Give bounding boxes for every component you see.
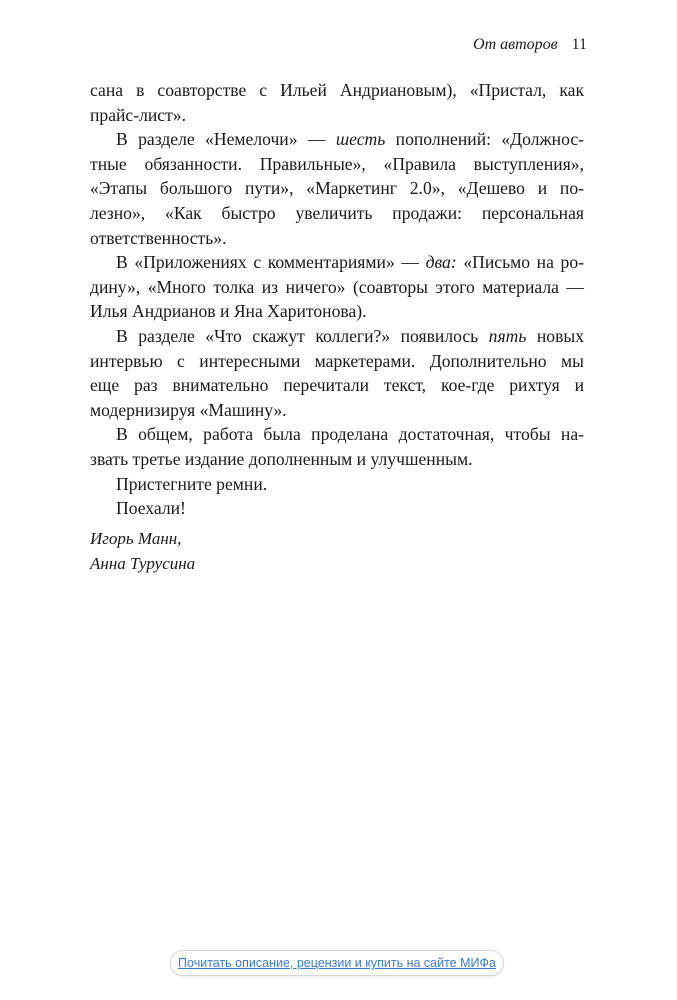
paragraph-4-line-3: еще раз внимательно перечитали текст, кое-где рихтуя и: [90, 375, 584, 396]
paragraph-3-emphasis: два:: [425, 252, 457, 273]
paragraph-1-line-2: прайс-лист».: [90, 104, 186, 125]
paragraph-2-line-3: «Этапы большого пути», «Маркетинг 2.0», «Дешево и по-: [90, 178, 584, 199]
paragraph-4-emphasis: пять: [488, 325, 527, 346]
paragraph-7: Поехали!: [116, 498, 186, 519]
running-header: [473, 36, 587, 54]
paragraph-3-text-b: «Письмо на ро-: [456, 252, 585, 273]
paragraph-3-line-3: Илья Андрианов и Яна Харитонова).: [90, 301, 367, 322]
paragraph-4-text-a: В разделе «Что скажут коллеги?» появилось: [116, 325, 489, 346]
paragraph-4-line-4: модернизируя «Машину».: [90, 399, 287, 420]
paragraph-2-line-5: ответственность».: [90, 227, 227, 248]
buy-on-mif-link[interactable]: Почитать описание, рецензии и купить на сайте МИФа: [170, 950, 504, 976]
paragraph-2-line-1: [90, 127, 584, 152]
paragraph-3-text-a: В «Приложениях с комментариями» —: [116, 252, 426, 273]
paragraph-4-line-2: интервью с интересными маркетерами. Дополнительно мы: [90, 350, 584, 371]
signature-author-1: Игорь Манн,: [90, 529, 182, 548]
paragraph-2-line-2: тные обязанности. Правильные», «Правила выступления»,: [90, 153, 584, 174]
paragraph-2-text-b: пополнений: «Должнос-: [385, 129, 584, 150]
paragraph-2-text-a: В разделе «Немелочи» —: [116, 129, 336, 150]
paragraph-5-line-1: В общем, работа была проделана достаточная, чтобы на-: [116, 424, 584, 445]
paragraph-3-line-2: дину», «Много толка из ничего» (соавторы этого материала —: [90, 276, 584, 297]
paragraph-1-line-1: сана в соавторстве с Ильей Андриановым), «Пристал, как: [90, 80, 584, 100]
body-text: [90, 78, 584, 521]
paragraph-4-line-1: [90, 324, 584, 349]
paragraph-5-line-2: звать третье издание дополненным и улучшенным.: [90, 448, 473, 469]
paragraph-2-line-4: лезно», «Как быстро увеличить продажи: персональная: [90, 202, 584, 223]
signature: [90, 527, 195, 576]
paragraph-6: Пристегните ремни.: [116, 473, 268, 494]
paragraph-4-text-b: новых: [526, 325, 584, 346]
paragraph-3-line-1: [90, 250, 584, 275]
page-number: 11: [571, 36, 587, 53]
paragraph-2-emphasis: шесть: [335, 129, 386, 150]
signature-author-2: Анна Турусина: [90, 553, 196, 573]
section-title: От авторов: [473, 36, 558, 53]
